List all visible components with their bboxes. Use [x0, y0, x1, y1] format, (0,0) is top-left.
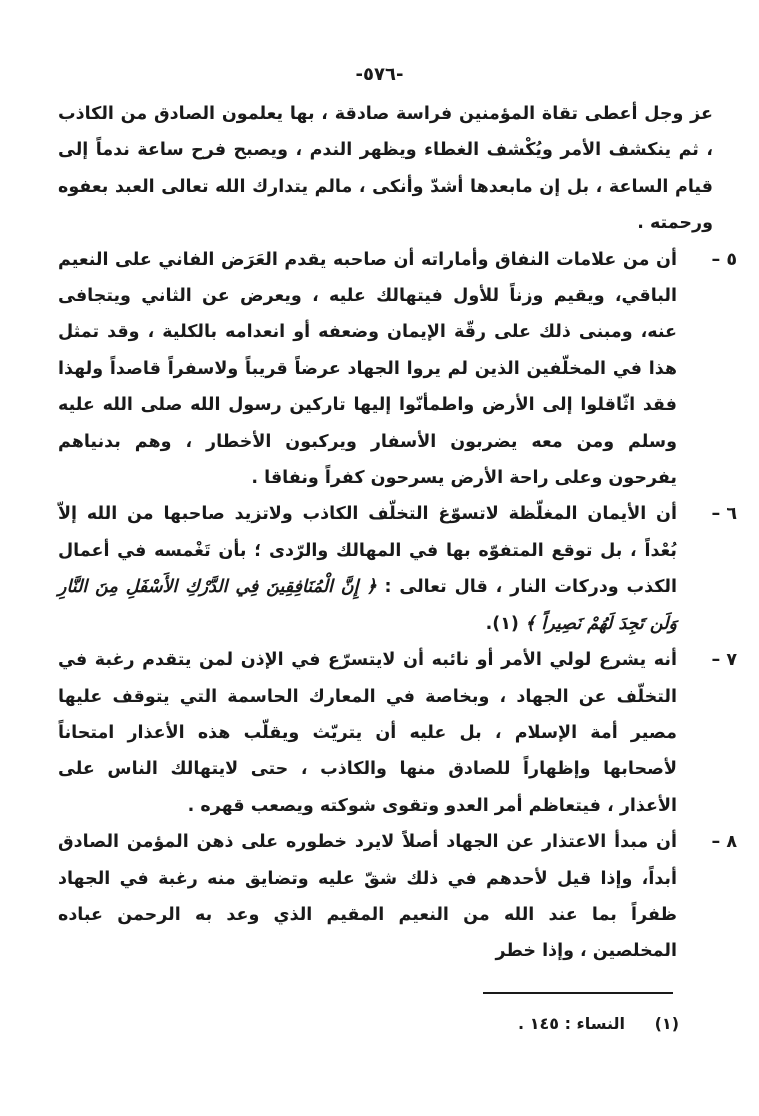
body-text: [58, 96, 737, 970]
footnote-text: النساء : ١٤٥ .: [518, 1014, 626, 1033]
list-item-text: أن مبدأ الاعتذار عن الجهاد أصلاً لايرد خطوره على ذهن المؤمن الصادق أبداً، وإذا قيل لأحدهم في ذلك شقّ عليه وتضايق منه رغبة في الجهاد ظفراً بما عند الله من النعيم المقيم الذي وعد به الرحمن عباده المخلصين ، وإذا خطر: [58, 832, 677, 962]
list-item-number: ٥ –: [711, 249, 737, 270]
footnote-reference: (١).: [485, 613, 519, 634]
quran-verse: ﴿ إِنَّ الْمُنَافِقِينَ فِي الدَّرْكِ الأَسْفَلِ مِنَ النَّارِ وَلَن تَجِدَ لَهُمْ نَصِيراً ﴾: [58, 577, 677, 634]
list-item-number: ٧ –: [711, 650, 737, 671]
list-item-text: أن من علامات النفاق وأماراته أن صاحبه يقدم العَرَض الفاني على النعيم الباقي، ويقيم وزناً للأول فيتهالك عليه ، ويعرض عن الثاني ويتجافى عنه، ومبنى ذلك على رقّة الإيمان وضعفه أو انعدامه بالكلية ، وقد تمثل هذا في المخلّفين الذين لم يروا الجهاد عرضاً قريباً ولاسفراً قاصداً ولهذا فقد اثّاقلوا إلى الأرض واطمأنّوا إليها تاركين رسول الله صلى الله عليه وسلم ومن معه يضربون الأسفار ويركبون الأخطار ، وهم بدنياهم يفرحون وعلى راحة الأرض يسرحون كفراً ونفاقا .: [58, 249, 677, 489]
footnote: [518, 1014, 679, 1033]
page-number: -٥٧٦-: [355, 64, 404, 85]
list-item-text: أن الأيمان المغلّظة لاتسوّغ التخلّف الكاذب ولاتزيد صاحبها من الله إلاّ بُعْداً ، بل توقع المتفوّه بها في المهالك والرّدى ؛ بأن تَغْمسه في أعمال الكذب ودركات النار ، قال تعالى :: [58, 504, 678, 598]
footnote-divider: [483, 992, 673, 994]
list-item-6: [58, 496, 737, 642]
list-item-5: [58, 242, 737, 497]
list-item-number: ٨ –: [711, 832, 737, 853]
intro-paragraph: عز وجل أعطى تقاة المؤمنين فراسة صادقة ، بها يعلمون الصادق من الكاذب ، ثم ينكشف الأمر ويُكْشف الغطاء ويظهر الندم ، ويصبح فرح ساعة ندماً إلى قيام الساعة ، بل إن مابعدها أشدّ وأنكى ، مالم يتدارك الله تعالى العبد بعفوه ورحمته .: [58, 104, 713, 234]
list-item-7: [58, 642, 737, 824]
list-item-text: أنه يشرع لولي الأمر أو نائبه أن لايتسرّع في الإذن لمن يتقدم رغبة في التخلّف عن الجهاد ، وبخاصة في المعارك الحاسمة التي يتوقف عليها مصير أمة الإسلام ، بل عليه أن يتريّث ويقلّب هذه الأعذار امتحاناً لأصحابها وإظهاراً للصادق منها والكاذب ، حتى لايتهالك الناس على الأعذار ، فيتعاظم أمر العدو وتقوى شوكته ويصعب قهره .: [58, 650, 677, 816]
footnote-marker: (١): [654, 1014, 679, 1033]
list-item-number: ٦ –: [711, 504, 737, 525]
list-item-8: [58, 824, 737, 970]
list-item-text-container: [58, 496, 677, 642]
